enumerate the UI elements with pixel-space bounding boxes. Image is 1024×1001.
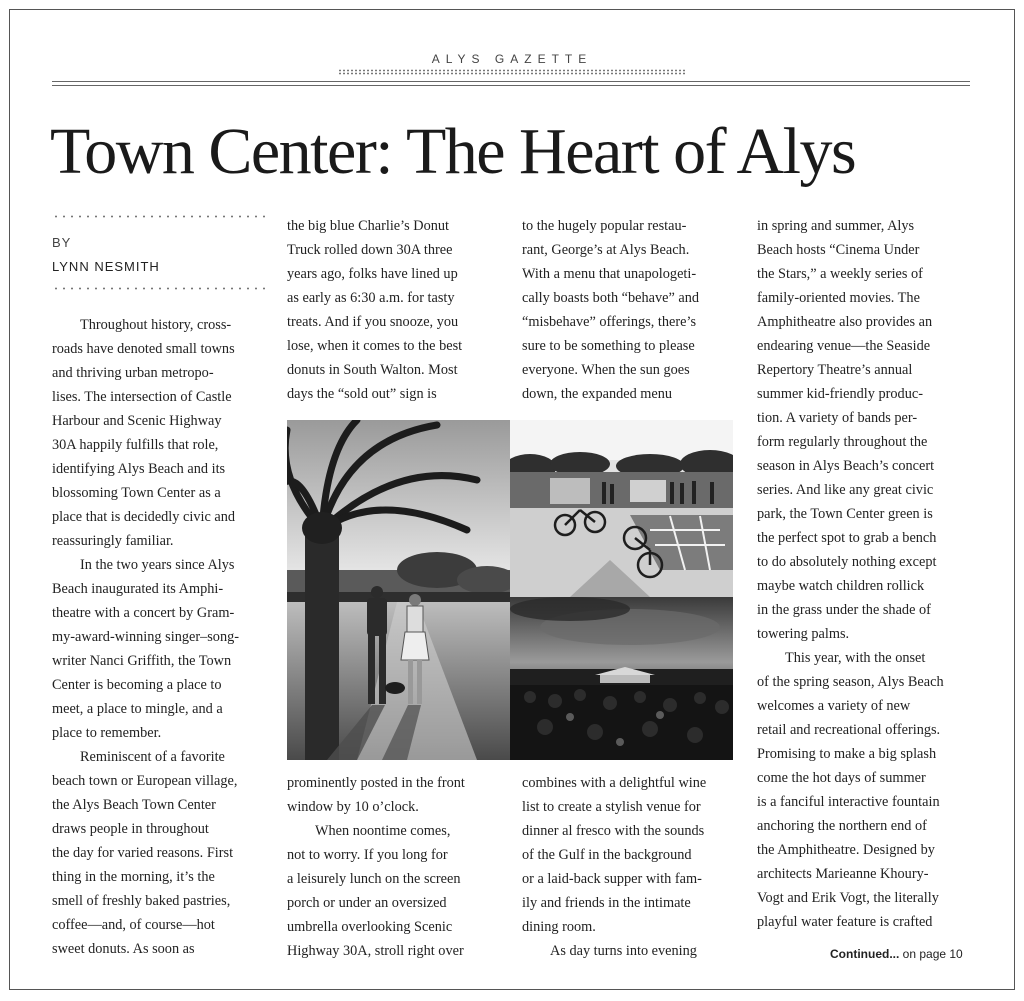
text-line: not to worry. If you long for — [287, 847, 448, 863]
text-line: Throughout history, cross- — [80, 317, 232, 333]
text-line: window by 10 o’clock. — [287, 799, 419, 815]
column-1 — [52, 313, 274, 961]
byline-label: BY — [52, 235, 72, 250]
text-line: Harbour and Scenic Highway — [52, 413, 222, 429]
text-line: prominently posted in the front — [287, 775, 465, 791]
text-line: Beach inaugurated its Amphi- — [52, 581, 224, 597]
text-line: cally boasts both “behave” and — [522, 290, 700, 306]
text-line: Beach hosts “Cinema Under — [757, 242, 920, 258]
text-line: lises. The intersection of Castle — [52, 389, 232, 405]
text-line: welcomes a variety of new — [757, 698, 911, 714]
text-line: Repertory Theatre’s annual — [757, 362, 913, 378]
text-line: maybe watch children rollick — [757, 578, 925, 594]
text-line: dinner al fresco with the sounds — [522, 823, 705, 839]
text-line: Reminiscent of a favorite — [80, 749, 225, 765]
text-line: roads have denoted small towns — [52, 341, 235, 357]
text-line: park, the Town Center green is — [757, 506, 933, 522]
text-line: form regularly throughout the — [757, 434, 928, 450]
text-line: come the hot days of summer — [757, 770, 926, 786]
text-line: the big blue Charlie’s Donut — [287, 218, 450, 234]
text-line: in the grass under the shade of — [757, 602, 931, 618]
text-line: Amphitheatre also provides an — [757, 314, 933, 330]
text-line: donuts in South Walton. Most — [287, 362, 458, 378]
text-line: in spring and summer, Alys — [757, 218, 915, 234]
text-line: Center is becoming a place to — [52, 677, 222, 693]
text-line: theatre with a concert by Gram- — [52, 605, 235, 621]
text-line: Truck rolled down 30A three — [287, 242, 453, 258]
text-line: sure to be something to please — [522, 338, 695, 354]
text-line: series. And like any great civic — [757, 482, 934, 498]
text-line: or a laid-back supper with fam- — [522, 871, 702, 887]
masthead: ALYS GAZETTE — [431, 52, 593, 66]
text-line: As day turns into evening — [550, 943, 697, 959]
text-line: umbrella overlooking Scenic — [287, 919, 453, 935]
continued-label: Continued... — [830, 947, 900, 961]
column-3-top — [522, 214, 742, 406]
byline-rule-bottom — [52, 287, 270, 290]
byline-author: LYNN NESMITH — [52, 259, 160, 274]
continued-note — [830, 947, 963, 961]
text-line: coffee—and, of course—hot — [52, 917, 215, 933]
text-line: meet, a place to mingle, and a — [52, 701, 223, 717]
text-line: Highway 30A, stroll right over — [287, 943, 464, 959]
text-line: lose, when it comes to the best — [287, 338, 463, 354]
text-line: smell of freshly baked pastries, — [52, 893, 231, 909]
byline-rule-top — [52, 215, 270, 218]
text-line: ily and friends in the intimate — [522, 895, 691, 911]
text-line: sweet donuts. As soon as — [52, 941, 195, 957]
column-2-top — [287, 214, 507, 406]
text-line: “misbehave” offerings, there’s — [522, 314, 697, 330]
continued-page: on page 10 — [902, 947, 963, 961]
text-line: This year, with the onset — [785, 650, 926, 666]
text-line: to do absolutely nothing except — [757, 554, 937, 570]
text-line: architects Marieanne Khoury- — [757, 866, 929, 882]
column-4 — [757, 214, 979, 934]
text-line: writer Nanci Griffith, the Town — [52, 653, 232, 669]
text-line: draws people in throughout — [52, 821, 209, 837]
column-2-bottom — [287, 771, 507, 963]
masthead-dots — [338, 69, 686, 75]
text-line: anchoring the northern end of — [757, 818, 927, 834]
text-line: years ago, folks have lined up — [287, 266, 458, 282]
text-line: the Alys Beach Town Center — [52, 797, 216, 813]
text-line: and thriving urban metropo- — [52, 365, 214, 381]
text-line: endearing venue—the Seaside — [757, 338, 931, 354]
text-line: thing in the morning, it’s the — [52, 869, 215, 885]
text-line: With a menu that unapologeti- — [522, 266, 697, 282]
text-line: porch or under an oversized — [287, 895, 447, 911]
text-line: the Amphitheatre. Designed by — [757, 842, 935, 858]
page-title: Town Center: The Heart of Alys — [50, 115, 856, 188]
text-line: When noontime comes, — [315, 823, 451, 839]
text-line: my-award-winning singer–song- — [52, 629, 240, 645]
text-line: beach town or European village, — [52, 773, 238, 789]
text-line: treats. And if you snooze, you — [287, 314, 459, 330]
text-line: of the Gulf in the background — [522, 847, 692, 863]
text-line: list to create a stylish venue for — [522, 799, 701, 815]
text-line: summer kid-friendly produc- — [757, 386, 923, 402]
text-line: down, the expanded menu — [522, 386, 673, 402]
text-line: days the “sold out” sign is — [287, 386, 437, 402]
text-line: as early as 6:30 a.m. for tasty — [287, 290, 455, 306]
text-line: playful water feature is crafted — [757, 914, 933, 930]
text-line: to the hugely popular restau- — [522, 218, 687, 234]
text-line: blossoming Town Center as a — [52, 485, 221, 501]
text-line: retail and recreational offerings. — [757, 722, 941, 738]
text-line: the day for varied reasons. First — [52, 845, 234, 861]
text-line: towering palms. — [757, 626, 850, 642]
photo-children-palm — [287, 420, 510, 760]
text-line: 30A happily fulfills that role, — [52, 437, 219, 453]
text-line: place to remember. — [52, 725, 162, 741]
text-line: tion. A variety of bands per- — [757, 410, 918, 426]
text-line: reassuringly familiar. — [52, 533, 174, 549]
text-line: Vogt and Erik Vogt, the literally — [757, 890, 939, 906]
text-line: In the two years since Alys — [80, 557, 235, 573]
masthead-rule-top — [52, 81, 970, 82]
text-line: place that is decidedly civic and — [52, 509, 236, 525]
text-line: the perfect spot to grab a bench — [757, 530, 937, 546]
text-line: of the spring season, Alys Beach — [757, 674, 944, 690]
column-3-bottom — [522, 771, 742, 963]
text-line: season in Alys Beach’s concert — [757, 458, 935, 474]
text-line: Promising to make a big splash — [757, 746, 937, 762]
photo-bicycles-plaza — [510, 420, 733, 597]
text-line: everyone. When the sun goes — [522, 362, 690, 378]
text-line: a leisurely lunch on the screen — [287, 871, 461, 887]
text-line: rant, George’s at Alys Beach. — [522, 242, 690, 258]
text-line: dining room. — [522, 919, 596, 935]
text-line: family-oriented movies. The — [757, 290, 920, 306]
text-line: is a fanciful interactive fountain — [757, 794, 940, 810]
text-line: combines with a delightful wine — [522, 775, 707, 791]
text-line: the Stars,” a weekly series of — [757, 266, 923, 282]
masthead-rule-bottom — [52, 85, 970, 86]
text-line: identifying Alys Beach and its — [52, 461, 226, 477]
photo-evening-crowd — [510, 597, 733, 760]
